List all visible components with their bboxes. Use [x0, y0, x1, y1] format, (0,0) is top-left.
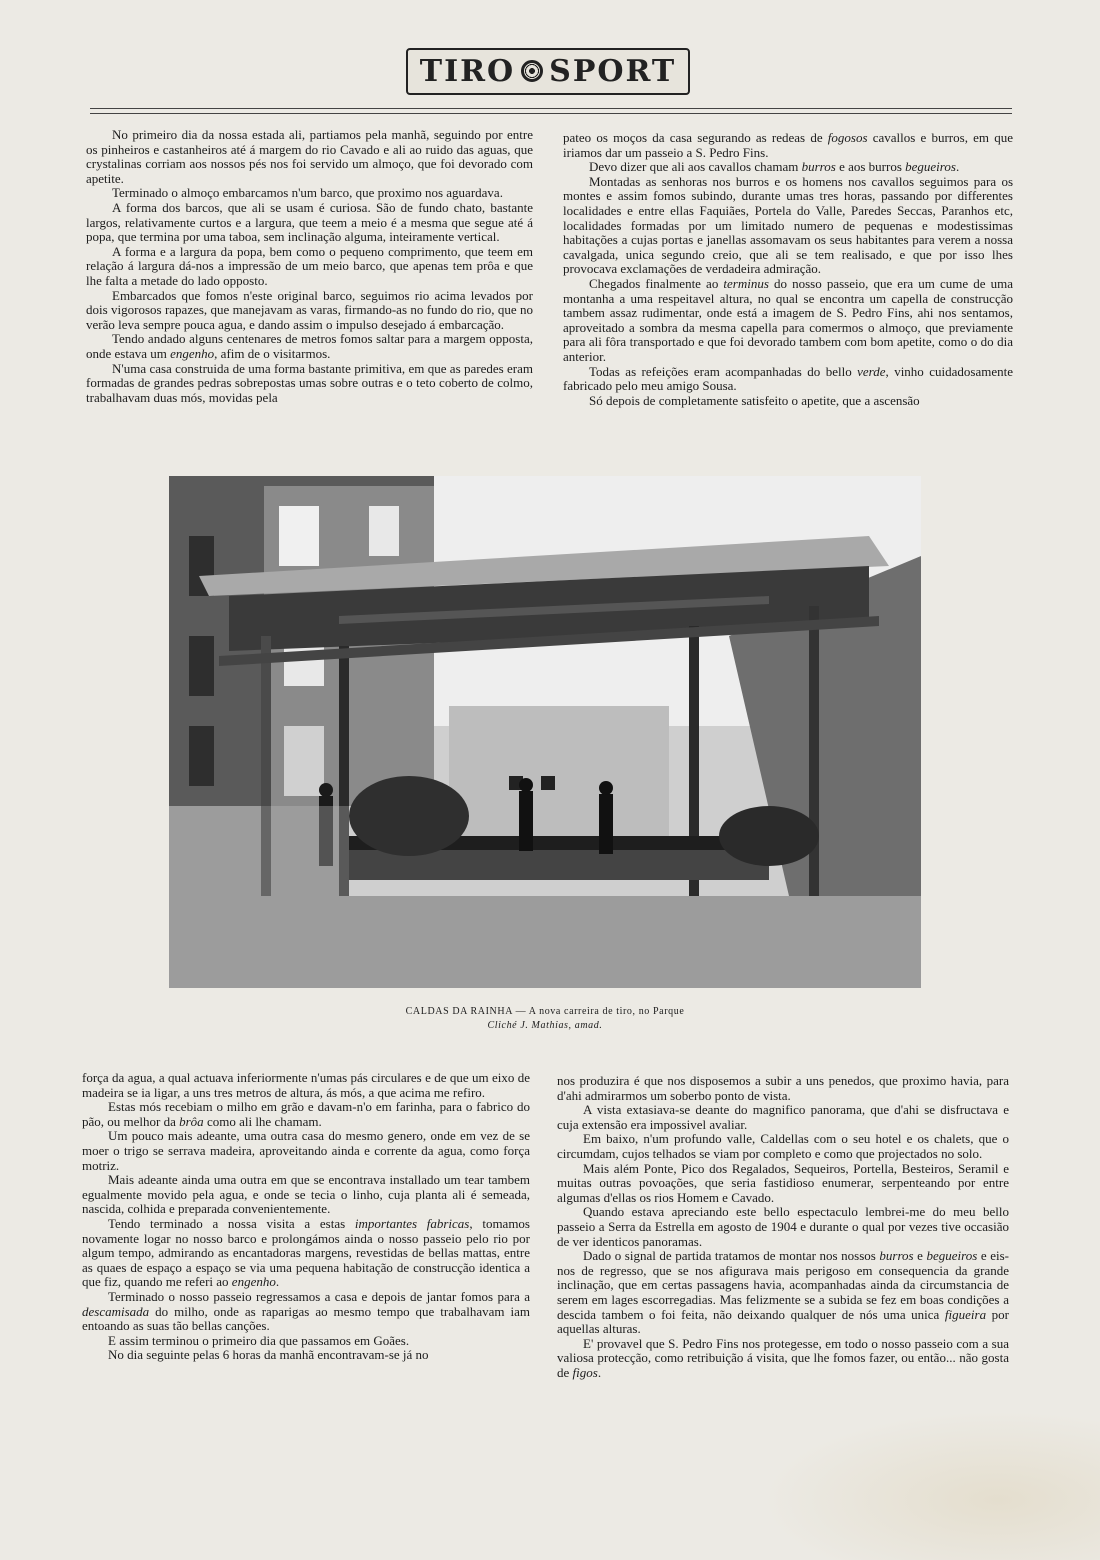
paragraph: nos produzira é que nos disposemos a subir a uns penedos, que proximo havia, para d'ahi admirarmos um soberbo ponto de vista.: [557, 1073, 1009, 1103]
paragraph: Quando estava apreciando este bello espectaculo lembrei-me do meu bello passeio a Serra da Estrella em agosto de 1904 e durante o qual por vezes tive occasião de ver identicos panoramas.: [557, 1204, 1009, 1249]
paragraph: Chegados finalmente ao terminus do nosso passeio, que era um cume de uma montanha a uma respeitavel altura, no qual se encontra um capella de construcção tambem assaz rudimentar, onde está a imagem de S. Pedro Fins, ahi nos sentamos, aproveitado a sombra da mesma capella para comermos o almoço, que previamente para ali fôra transportado e que foi devorado tambem com bom apetite, como o do dia anterior.: [563, 275, 1013, 364]
masthead-left-word: TIRO: [419, 53, 516, 89]
paragraph: Todas as refeições eram acompanhadas do bello verde, vinho cuidadosamente fabricado pelo meu amigo Sousa.: [563, 363, 1013, 394]
paragraph: força da agua, a qual actuava inferiormente n'umas pás circulares e de que um eixo de madeira se ia ligar, a uns tres metros de altura, ás mós, a que acima me refiro.: [82, 1070, 530, 1100]
paragraph: A vista extasiava-se deante do magnifico panorama, que d'ahi se disfructava e cuja extensão era impossivel avaliar.: [557, 1102, 1009, 1132]
paragraph: Embarcados que fomos n'este original barco, seguimos rio acima levados por dois vigorosos rapazes, que manejavam as varas, firmando-as no fundo do rio, que no verão leva sempre pouca agua, e dando assim o impulso desejado á embarcação.: [86, 287, 533, 332]
paragraph: Um pouco mais adeante, uma outra casa do mesmo genero, onde em vez de se moer o trigo se serrava madeira, aproveitando ainda e corrente da agua, como força motriz.: [82, 1128, 530, 1173]
paragraph: pateo os moços da casa segurando as redeas de fogosos cavallos e burros, em que iriamos dar um passeio a S. Pedro Fins.: [563, 130, 1013, 160]
shooting-range-photo: [169, 476, 921, 988]
paragraph: Dado o signal de partida tratamos de montar nos nossos burros e begueiros e eis-nos de regresso, que se nos afigurava mais perigoso em consequencia da grande inclinação, que em certas passagens havia, acompanhadas ainda da circumstancia de serem em lages escorregadias. Mas felizmente se a subida se fez em boas condições a descida tambem o foi feita, não deixando qualquer de nós uma unica figueira por aquellas alturas.: [557, 1248, 1009, 1337]
paragraph: Devo dizer que ali aos cavallos chamam burros e aos burros begueiros.: [589, 159, 960, 175]
paragraph: Tendo andado alguns centenares de metros fomos saltar para a margem opposta, onde estava um engenho, afim de o visitarmos.: [86, 331, 533, 361]
paragraph: Em baixo, n'um profundo valle, Caldellas com o seu hotel e os chalets, que o circumdam, cujos telhados se viam por completo e como que projectados no solo.: [557, 1131, 1009, 1161]
paragraph: Mais além Ponte, Pico dos Regalados, Sequeiros, Portella, Besteiros, Seramil e muitas outras povoações, que seria fastidioso enumerar, serpenteando por entre algumas d'ellas os rios Homem e Cavado.: [557, 1160, 1009, 1205]
column-top-right: [563, 131, 1013, 408]
caption-text: — A nova carreira de tiro, no Parque: [512, 1006, 685, 1017]
paragraph: Tendo terminado a nossa visita a estas importantes fabricas, tomamos novamente logar no nosso barco e prolongámos ainda o nosso passeio pelo rio por algum tempo, admirando as encantadoras margens, revestidas de bellas mattas, entre as quaes de espaço a espaço se via uma pequena habitação de construcção identica a que fiz, quando me referi ao engenho.: [82, 1215, 530, 1290]
header-rule: [90, 108, 1012, 114]
paragraph: Só depois de completamente satisfeito o apetite, que a ascensão: [589, 392, 920, 408]
target-icon: [521, 60, 543, 82]
caption-credit: Cliché J. Mathias, amad.: [487, 1020, 603, 1031]
caption-place: CALDAS DA RAINHA: [405, 1006, 513, 1017]
paragraph: N'uma casa construida de uma forma bastante primitiva, em que as paredes eram formadas de grandes pedras sobrepostas umas sobre outras e o teto coberto de colmo, trabalhavam duas mós, movidas pela: [86, 360, 533, 405]
paragraph: Terminado o nosso passeio regressamos a casa e depois de jantar fomos para a descamisada do milho, onde as raparigas ao mesmo tempo que trabalhavam iam entoando as suas tão bellas canções.: [82, 1288, 530, 1334]
column-bottom-right: [557, 1074, 1009, 1380]
column-bottom-left: [82, 1071, 530, 1363]
paragraph: A forma e a largura da popa, bem como o pequeno comprimento, que teem em relação á largura dá-nos a impressão de um meio barco, que apenas tem prôa e que lhe falta a metade do lado opposto.: [86, 243, 533, 288]
paragraph: No primeiro dia da nossa estada ali, partiamos pela manhã, seguindo por entre os pinheiros e castanheiros até á margem do rio Cavado e ali ao ruido das aguas, que crystalinas corriam aos nossos pés nos foi servido um almoço, que foi devorado com apetite.: [86, 127, 533, 186]
paragraph: E' provavel que S. Pedro Fins nos protegesse, em todo o nosso passeio com a sua valiosa protecção, como retribuição á visita, que lhe fomos fazer, ou então... não gosta de figos.: [557, 1335, 1009, 1380]
paragraph: Mais adeante ainda uma outra em que se encontrava installado um tear tambem egualmente movido pela agua, e onde se tecia o linho, cuja planta ali é semeada, nascida, colhida e preparada convenientemente.: [82, 1172, 530, 1217]
paragraph: Estas mós recebiam o milho em grão e davam-n'o em farinha, para o fabrico do pão, ou melhor da brôa como ali lhe chamam.: [82, 1099, 530, 1129]
paragraph: Montadas as senhoras nos burros e os homens nos cavallos seguimos para os montes e assim fomos subindo, durante umas tres horas, passando por differentes localidades e entre ellas Faquiães, Portela do Valle, Paredes Seccas, Paranhos etc, localidades formadas por um limitado numero de pequenas e modestissimas habitações a cujas portas e janellas assomavam os seus habitantes para verem a nossa cavalgada, unica segundo creio, que ali se tem realisado, e que por isso lhes provocava exclamações de verdadeira admiração.: [563, 173, 1013, 277]
column-top-left: [86, 128, 533, 405]
masthead-logo: [419, 44, 677, 98]
paragraph: A forma dos barcos, que ali se usam é curiosa. São de fundo chato, bastante largos, relativamente curtos e a largura, que teem a meio é a mesma que segue até á popa, que termina por uma taboa, sem inclinação alguma, inteiramente vertical.: [86, 199, 533, 245]
paragraph: E assim terminou o primeiro dia que passamos em Goães.: [108, 1332, 410, 1348]
masthead-right-word: SPORT: [549, 53, 677, 89]
paragraph: Terminado o almoço embarcamos n'um barco, que proximo nos aguardava.: [112, 185, 503, 201]
photo-caption: [169, 1005, 921, 1033]
paper-stain: [760, 1410, 1100, 1560]
paragraph: No dia seguinte pelas 6 horas da manhã encontravam-se já no: [108, 1347, 429, 1363]
